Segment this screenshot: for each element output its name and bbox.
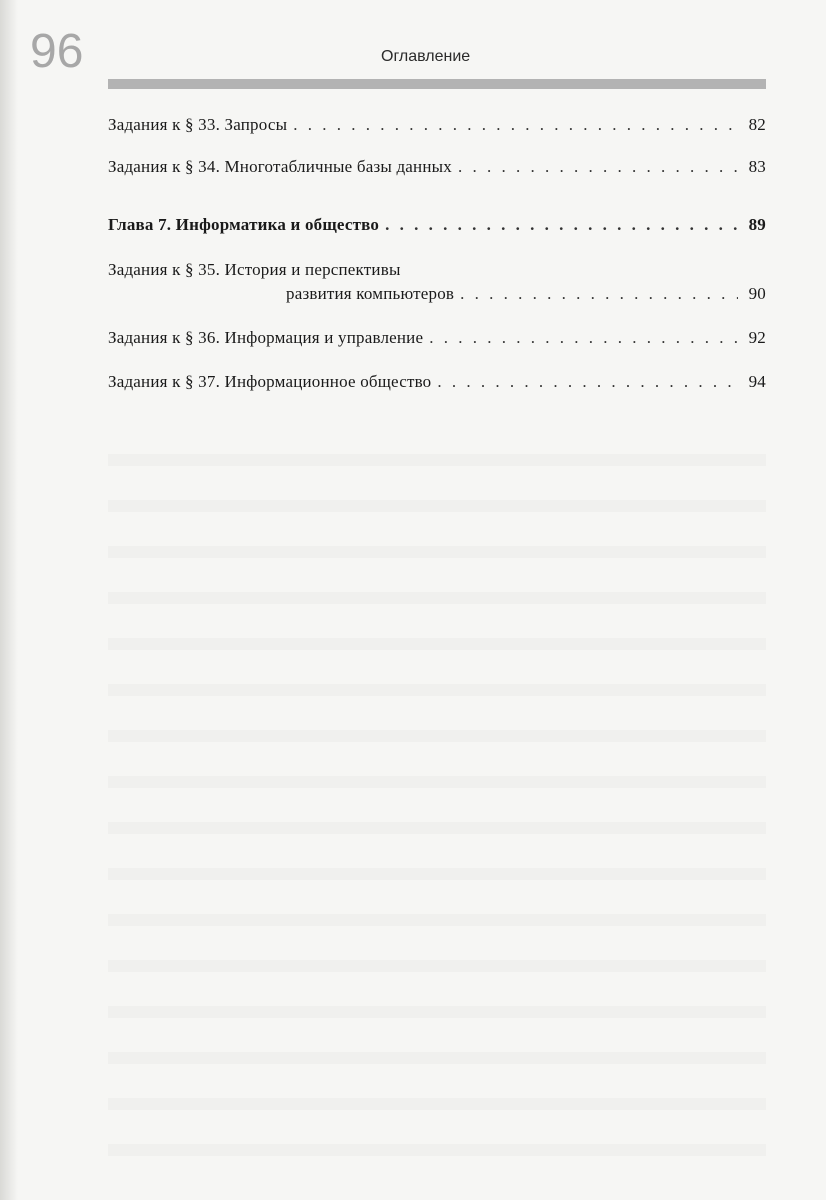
toc-entry-page: 83 xyxy=(748,157,766,176)
toc-entry-page: 94 xyxy=(748,372,766,391)
toc-entry-page: 92 xyxy=(748,328,766,347)
page-edge-shadow xyxy=(0,0,18,1200)
toc-entry-label: Задания к § 36. Информация и управление xyxy=(108,328,424,347)
toc-entry-label: Глава 7. Информатика и общество xyxy=(108,215,380,234)
toc-entry[interactable] xyxy=(108,258,766,306)
show-through-texture xyxy=(108,420,766,1180)
toc-entry-label: Задания к § 33. Запросы xyxy=(108,115,288,134)
toc-chapter-entry[interactable] xyxy=(108,213,766,237)
leader-dots xyxy=(385,213,738,237)
toc-entry-page: 89 xyxy=(748,215,766,234)
header-rule xyxy=(108,79,766,89)
toc-entry[interactable] xyxy=(108,155,766,179)
leader-dots xyxy=(429,326,738,350)
toc-entry-page: 90 xyxy=(748,284,766,303)
leader-dots xyxy=(458,155,738,179)
toc-entry[interactable] xyxy=(108,326,766,350)
toc-entry[interactable] xyxy=(108,370,766,394)
leader-dots xyxy=(293,113,738,137)
running-title: Оглавление xyxy=(381,48,471,65)
toc-entry-label: Задания к § 34. Многотабличные базы данных xyxy=(108,157,452,176)
leader-dots xyxy=(437,370,738,394)
toc-entry-label: Задания к § 35. История и перспективы xyxy=(108,260,401,279)
toc-entry-label: Задания к § 37. Информационное общество xyxy=(108,372,432,391)
leader-dots xyxy=(460,282,738,306)
page-number: 96 xyxy=(30,25,84,78)
toc-entry[interactable] xyxy=(108,113,766,137)
toc-entry-label-line2: развития компьютеров xyxy=(286,284,455,303)
toc-entry-page: 82 xyxy=(748,115,766,134)
